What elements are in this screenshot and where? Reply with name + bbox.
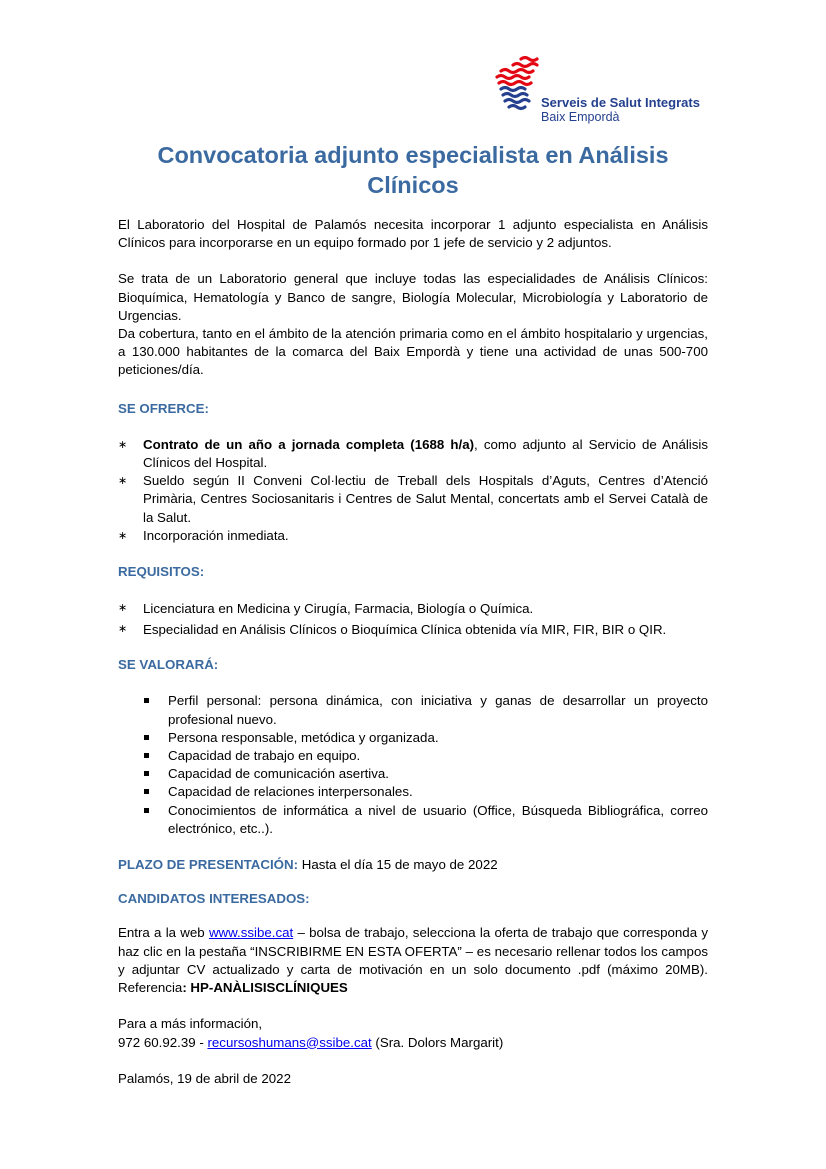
logo: [495, 55, 715, 125]
page-title: Convocatoria adjunto especialista en Análisis Clínicos: [157, 142, 669, 198]
list-item: Capacidad de comunicación asertiva.: [118, 765, 708, 783]
intro-paragraph-2: Se trata de un Laboratorio general que incluye todas las especialidades de Análisis Clínicos: Bioquímica, Hematología y Banco de sangre, Biología Molecular, Microbiología y Laboratorio de Urgencias.: [118, 271, 708, 323]
offer-contract: Contrato de un año a jornada completa (1688 h/a): [143, 436, 475, 452]
reference-code: : HP-ANÀLISISCLÍNIQUES: [182, 980, 348, 996]
contact-phone: 972 60.92.39 -: [118, 1034, 208, 1050]
list-item: ∗ Especialidad en Análisis Clínicos o Bioquímica Clínica obtenida vía MIR, FIR, BIR o QIR.: [118, 619, 708, 640]
list-item: Persona responsable, metódica y organizada.: [118, 729, 708, 747]
website-link[interactable]: www.ssibe.cat: [208, 925, 294, 941]
valued-list: [118, 692, 708, 838]
candidates-heading: CANDIDATOS INTERESADOS:: [118, 891, 310, 907]
contact-line: [118, 1034, 708, 1052]
logo-name: Serveis de Salut Integrats: [541, 95, 700, 110]
candidates-paragraph: Entra a la web www.ssibe.cat – bolsa de trabajo, selecciona la oferta de trabajo que corresponda y haz clic en la pestaña “INSCRIBIRME EN ESTA OFERTA” – es necesario rellenar todos los campos y adjuntar CV actualizado y carta de motivación en un solo documento .pdf (máximo 20MB). Referencia: HP-ANÀLISISCLÍNIQUES: [118, 925, 708, 996]
deadline-label: PLAZO DE PRESENTACIÓN:: [118, 857, 299, 873]
list-item: Perfil personal: persona dinámica, con iniciativa y ganas de desarrollar un proyecto profesional nuevo.: [118, 692, 708, 728]
logo-subname: Baix Empordà: [541, 110, 620, 124]
intro-paragraph-1: El Laboratorio del Hospital de Palamós necesita incorporar 1 adjunto especialista en Análisis Clínicos para incorporarse en un equipo formado por 1 jefe de servicio y 2 adjuntos.: [118, 217, 708, 251]
list-item: ∗ Sueldo según II Conveni Col·lectiu de Treball dels Hospitals d’Aguts, Centres d’Atenció Primària, Centres Sociosanitaris i Centres de Salut Mental, concertats amb el Servei Català de la Salut.: [118, 472, 708, 527]
list-item: Conocimientos de informática a nivel de usuario (Office, Búsqueda Bibliográfica, correo electrónico, etc..).: [118, 802, 708, 838]
requirements-list: [118, 598, 708, 640]
deadline: [118, 856, 708, 874]
requirements-heading: REQUISITOS:: [118, 564, 205, 580]
deadline-value: Hasta el día 15 de mayo de 2022: [298, 857, 498, 873]
list-item: ∗ Licenciatura en Medicina y Cirugía, Farmacia, Biología o Química.: [118, 598, 708, 619]
list-item: ∗ Contrato de un año a jornada completa (1688 h/a), como adjunto al Servicio de Análisis Clínicos del Hospital.: [118, 436, 708, 472]
intro-paragraph-3: Da cobertura, tanto en el ámbito de la atención primaria como en el ámbito hospitalario y urgencias, a 130.000 habitantes de la comarca del Baix Empordà y tiene una actividad de unas 500-700 peticiones/día.: [118, 326, 708, 378]
list-item: Capacidad de relaciones interpersonales.: [118, 783, 708, 801]
valued-heading: SE VALORARÁ:: [118, 657, 219, 673]
document-body: [118, 216, 708, 1088]
contact-intro: Para a más información,: [118, 1016, 263, 1032]
signoff: Palamós, 19 de abril de 2022: [118, 1070, 291, 1086]
contact-person: (Sra. Dolors Margarit): [371, 1034, 504, 1050]
list-item: Capacidad de trabajo en equipo.: [118, 747, 708, 765]
list-item: ∗ Incorporación inmediata.: [118, 527, 708, 545]
email-link[interactable]: recursoshumans@ssibe.cat: [207, 1034, 372, 1050]
offer-heading: SE OFRERCE:: [118, 400, 209, 416]
logo-waves-icon: [495, 55, 539, 111]
offer-list: [118, 436, 708, 545]
